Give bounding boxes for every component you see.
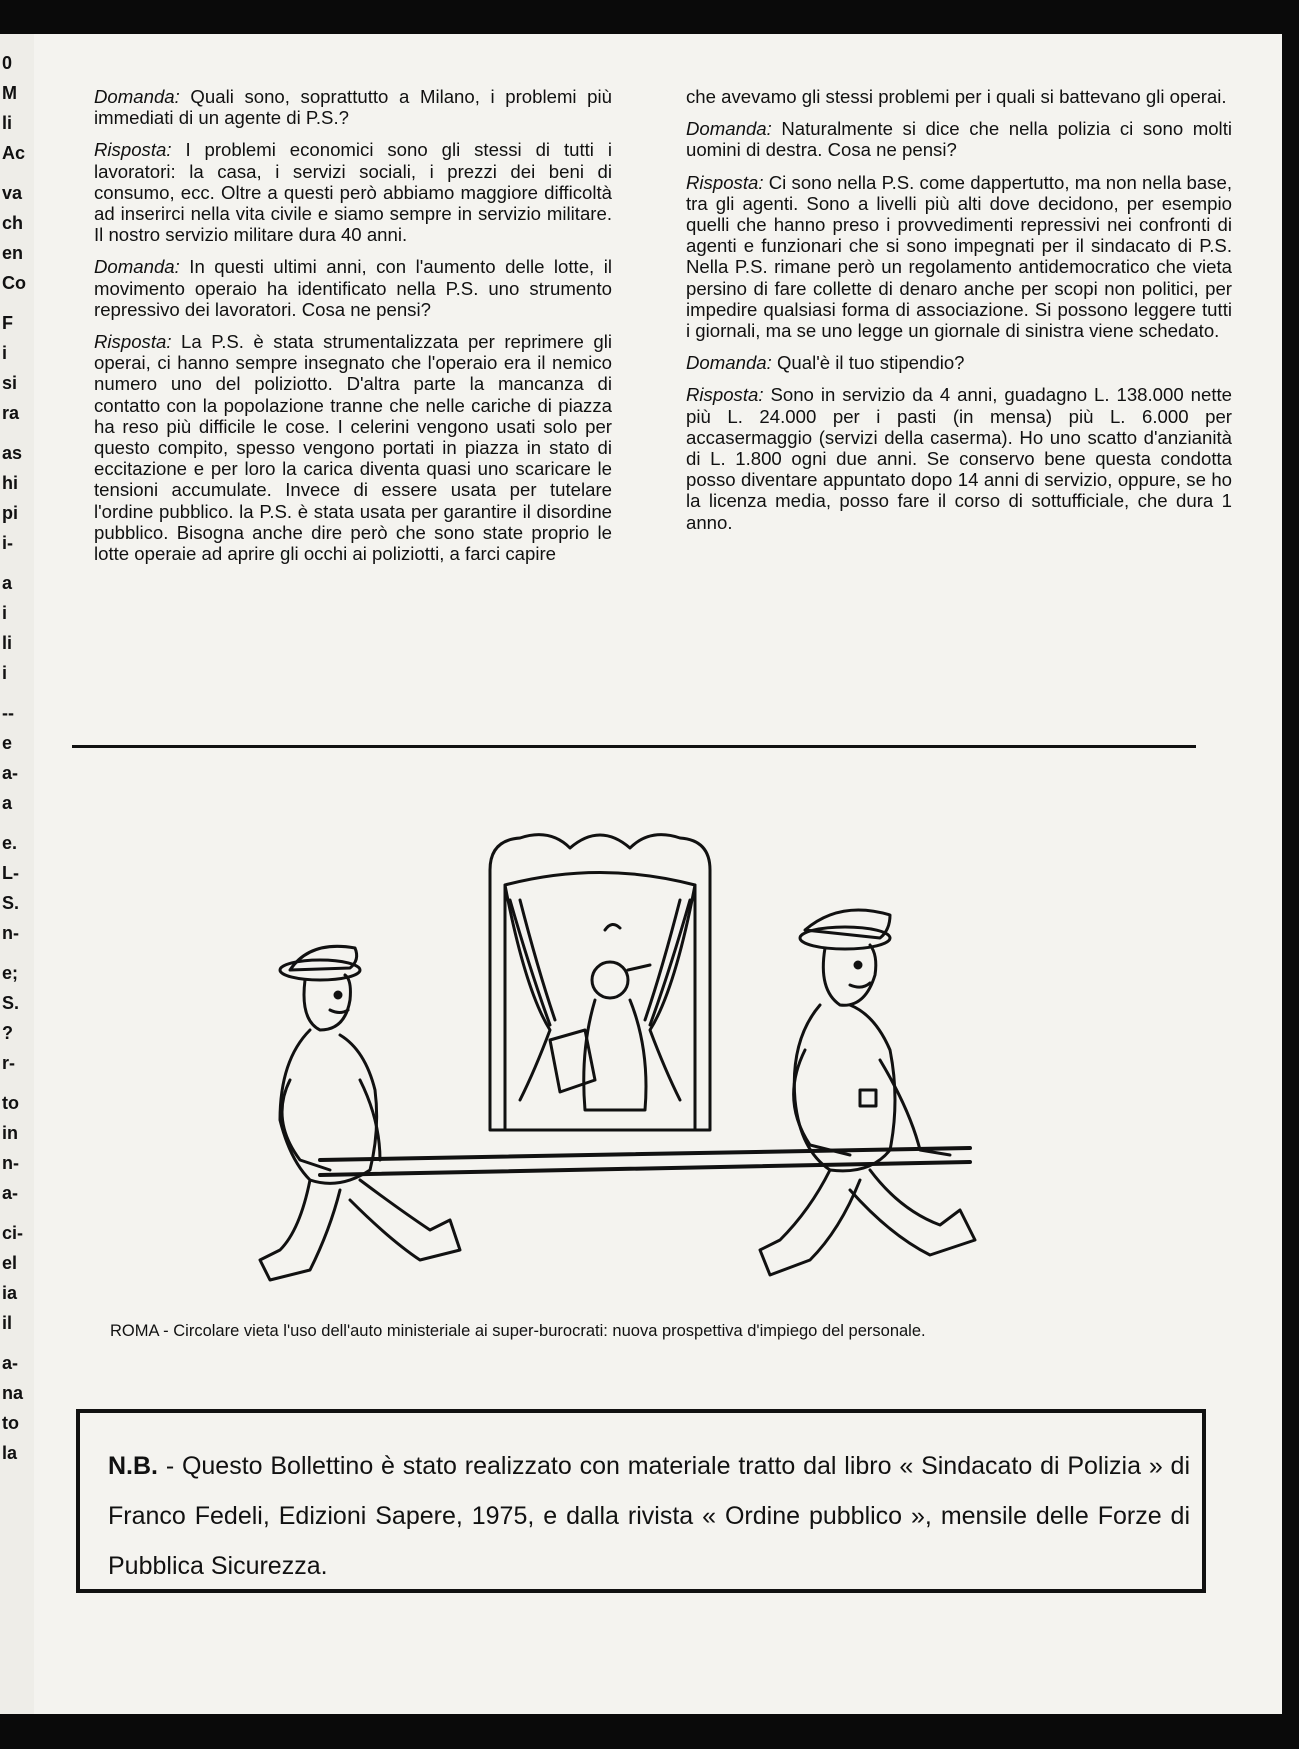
interview-paragraph bbox=[94, 139, 612, 245]
interview-label: Domanda: bbox=[94, 256, 180, 278]
strip-fragment: e; bbox=[2, 963, 19, 983]
strip-fragment: e. bbox=[2, 833, 18, 853]
strip-fragment: r- bbox=[2, 1053, 15, 1073]
cartoon-caption: ROMA - Circolare vieta l'uso dell'auto ministeriale ai super-burocrati: nuova prospettiva d'impiego del personale. bbox=[110, 1322, 926, 1340]
interview-text: La P.S. è stata strumentalizzata per reprimere gli operai, ci hanno sempre insegnato che l'operaio era il nemico numero uno del poliziotto. D'altra parte la mancanza di contatto con la popolazione tranne che nelle cariche di piazza ha reso più difficile le cose. I celerini vengono usati solo per questo compito, spesso vengono portati in piazza in stato di eccitazione e per loro la carica diventa quasi uno scaricare le tensioni accumulate. Invece di essere usata per tutelare l'ordine pubblico. la P.S. è stata usata per garantire il disordine pubblico. Bisogna anche dire però che sono state proprio le lotte operaie ad aprire gli occhi ai poliziotti, a farci capire bbox=[94, 331, 612, 565]
strip-fragment: ci- bbox=[2, 1223, 24, 1243]
interview-paragraph bbox=[686, 384, 1232, 532]
strip-fragment: i- bbox=[2, 533, 13, 553]
interview-label: Domanda: bbox=[686, 352, 772, 374]
section-divider bbox=[72, 745, 1196, 748]
strip-fragment: M bbox=[2, 83, 17, 103]
strip-fragment: Ac bbox=[2, 143, 26, 163]
interview-text: Ci sono nella P.S. come dappertutto, ma non nella base, tra gli agenti. Sono a livelli più alti dove decidono, per esempio quelli che hanno preso i provvedimenti repressivi nei confronti di agenti e funzionari che si sono impegnati per il sindacato di P.S. Nella P.S. rimane però un regolamento antidemocratico che vieta persino di fare collette di denaro anche per scopi non politici, per impedire qualsiasi forma di associazione. Si possono leggere tutti i giornali, ma se uno legge un giornale di sinistra viene schedato. bbox=[686, 171, 1232, 342]
nb-notice-box bbox=[76, 1409, 1206, 1593]
interview-paragraph bbox=[94, 331, 612, 564]
interview-text: Qual'è il tuo stipendio? bbox=[776, 352, 965, 374]
interview-paragraph bbox=[686, 352, 1232, 373]
strip-fragment: pi bbox=[2, 503, 18, 523]
strip-fragment: li bbox=[2, 633, 13, 653]
strip-fragment: Co bbox=[2, 273, 26, 293]
strip-fragment: si bbox=[2, 373, 18, 393]
strip-fragment: a- bbox=[2, 1183, 19, 1203]
strip-fragment: n- bbox=[2, 1153, 19, 1173]
interview-label: Domanda: bbox=[94, 86, 180, 107]
strip-fragment: el bbox=[2, 1253, 18, 1273]
strip-fragment: e bbox=[2, 733, 13, 753]
strip-fragment: n- bbox=[2, 923, 19, 943]
interview-paragraph bbox=[686, 172, 1232, 342]
strip-fragment: a bbox=[2, 573, 13, 593]
strip-fragment: a bbox=[2, 793, 13, 813]
strip-fragment: hi bbox=[2, 473, 18, 493]
interview-paragraph bbox=[94, 256, 612, 320]
strip-fragment: ia bbox=[2, 1283, 18, 1303]
interview-label: Risposta: bbox=[94, 139, 172, 161]
left-policeman bbox=[260, 946, 460, 1280]
interview-label: Risposta: bbox=[94, 331, 172, 353]
strip-fragment: ch bbox=[2, 213, 24, 233]
interview-text: I problemi economici sono gli stessi di tutti i lavoratori: la casa, i servizi sociali, i prezzi dei beni di consumo, ecc. Oltre a questi però abbiamo maggiore difficoltà ad inserirci nella vita civile e siamo sempre in servizio militare. Il nostro servizio militare dura 40 anni. bbox=[94, 139, 612, 246]
adjacent-page-strip bbox=[0, 34, 34, 1714]
strip-fragment: to bbox=[2, 1093, 19, 1113]
interview-text: che avevamo gli stessi problemi per i quali si battevano gli operai. bbox=[686, 86, 1227, 107]
strip-fragment: ra bbox=[2, 403, 20, 423]
strip-fragment: en bbox=[2, 243, 24, 263]
strip-fragment: il bbox=[2, 1313, 13, 1333]
interview-paragraph bbox=[686, 86, 1232, 107]
interview-text: Quali sono, soprattutto a Milano, i problemi più immediati di un agente di P.S.? bbox=[94, 86, 612, 129]
strip-fragment: la bbox=[2, 1443, 18, 1463]
strip-fragment: -- bbox=[2, 703, 14, 723]
nb-notice-text bbox=[80, 1413, 1202, 1591]
interview-label: Domanda: bbox=[686, 118, 772, 140]
interview-text: Sono in servizio da 4 anni, guadagno L. 138.000 nette più L. 24.000 per i pasti (in mensa) più L. 6.000 per accasermaggio (servizi della caserma). Ho uno scatto d'anzianità di L. 1.800 ogni due anni. Se conservo bene questa condotta posso diventare appuntato dopo 14 anni di servizio, oppure, se ho la licenza media, posso fare il corso di sottufficiale, che dura 1 anno. bbox=[686, 384, 1233, 533]
cartoon-illustration bbox=[250, 830, 1050, 1310]
strip-fragment: L- bbox=[2, 863, 19, 883]
strip-fragment: as bbox=[2, 443, 23, 463]
interview-paragraph bbox=[94, 86, 612, 128]
strip-fragment: S. bbox=[2, 993, 20, 1013]
strip-fragment: a- bbox=[2, 1353, 19, 1373]
interview-label: Risposta: bbox=[686, 171, 764, 193]
strip-fragment: i bbox=[2, 343, 8, 363]
strip-fragment: in bbox=[2, 1123, 18, 1143]
interview-label: Risposta: bbox=[686, 384, 764, 406]
strip-fragment: a- bbox=[2, 763, 19, 783]
right-column bbox=[686, 86, 1232, 544]
strip-fragment: F bbox=[2, 313, 13, 333]
nb-body: - Questo Bollettino è stato realizzato con materiale tratto dal libro « Sindacato di Polizia » di Franco Fedeli, Edizioni Sapere, 1975, e dalla rivista « Ordine pubblico », mensile delle Forze di Pubblica Sicurezza. bbox=[108, 1452, 1190, 1580]
sedan-chair bbox=[490, 835, 710, 1130]
strip-fragment: i bbox=[2, 663, 8, 683]
strip-fragment: S. bbox=[2, 893, 20, 913]
strip-fragment: ? bbox=[2, 1023, 13, 1043]
strip-fragment: 0 bbox=[2, 53, 13, 73]
right-policeman bbox=[760, 910, 975, 1275]
nb-label: N.B. bbox=[108, 1452, 158, 1480]
interview-text: In questi ultimi anni, con l'aumento delle lotte, il movimento operaio ha identificato nella P.S. uno strumento repressivo dei lavoratori. Cosa ne pensi? bbox=[94, 256, 612, 320]
left-column bbox=[94, 86, 612, 575]
strip-fragment: to bbox=[2, 1413, 19, 1433]
strip-fragment: na bbox=[2, 1383, 24, 1403]
strip-fragment: va bbox=[2, 183, 23, 203]
interview-text: Naturalmente si dice che nella polizia ci sono molti uomini di destra. Cosa ne pensi? bbox=[686, 118, 1232, 161]
strip-fragment: li bbox=[2, 113, 13, 133]
interview-paragraph bbox=[686, 118, 1232, 160]
strip-fragment: i bbox=[2, 603, 8, 623]
